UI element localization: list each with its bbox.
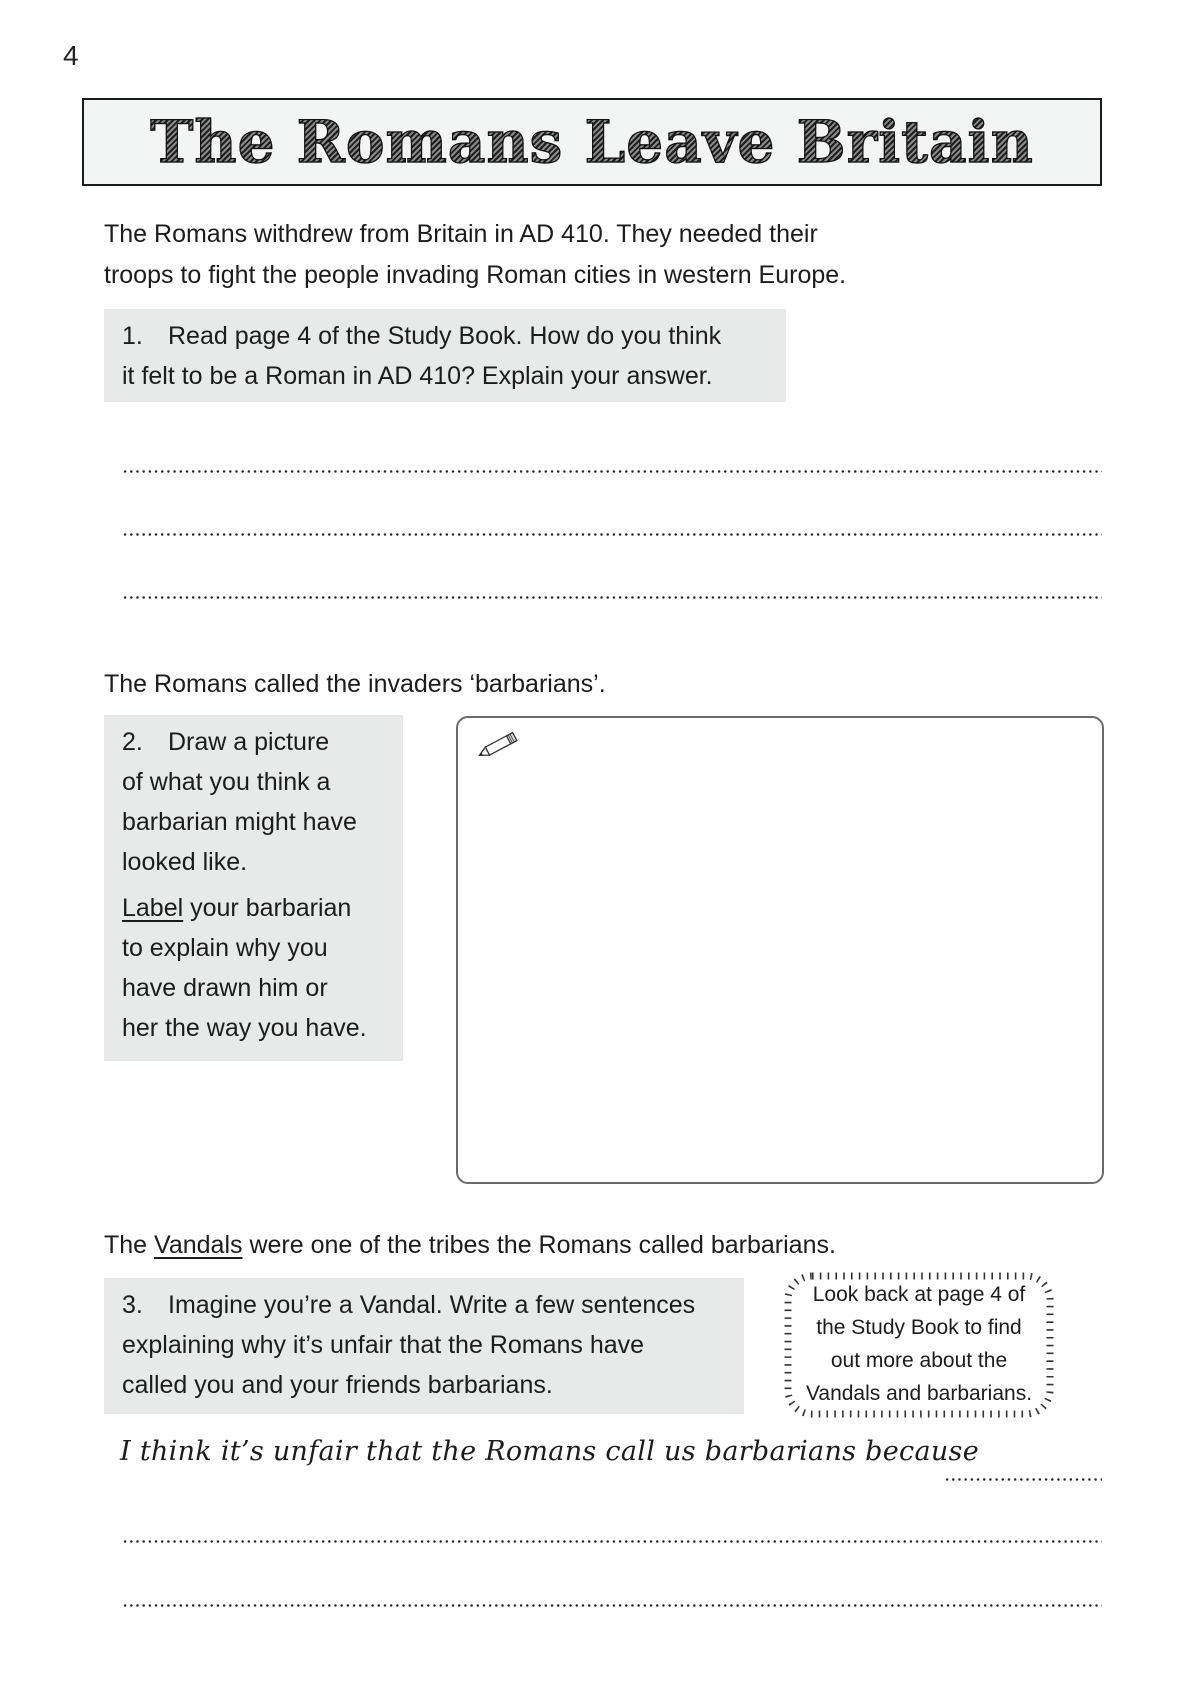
section-3-lead [104, 1225, 836, 1266]
answer-line-q1-2[interactable] [122, 533, 1102, 536]
answer-line-q1-3[interactable] [122, 596, 1102, 599]
question-2-line-1: Draw a picture [168, 728, 330, 756]
callout-line-3: out more about the [830, 1349, 1008, 1372]
question-3-line-1: Imagine you’re a Vandal. Write a few sentences [168, 1291, 696, 1319]
question-1-line-1: Read page 4 of the Study Book. How do you think [168, 322, 722, 350]
answer-line-q1-1[interactable] [122, 470, 1102, 473]
title-banner [82, 98, 1102, 186]
page-title: The Romans Leave Britain [150, 108, 1034, 176]
question-2-line-7: have drawn him or [122, 974, 328, 1002]
question-2-line-4: looked like. [122, 848, 248, 876]
answer-line-q3-3[interactable] [122, 1604, 1102, 1607]
question-2-box [104, 715, 403, 1061]
section-2-lead: The Romans called the invaders ‘barbarians’. [104, 670, 606, 698]
answer-line-q3-2[interactable] [122, 1540, 1102, 1543]
vandals-keyword: Vandals [154, 1231, 243, 1259]
question-2-line-6: to explain why you [122, 934, 328, 962]
callout-line-1: Look back at page 4 of [812, 1283, 1026, 1306]
page-number: 4 [63, 40, 79, 71]
intro-line-1: The Romans withdrew from Britain in AD 410. They needed their [104, 220, 818, 248]
study-book-callout [780, 1268, 1058, 1422]
drawing-area[interactable] [456, 716, 1104, 1184]
callout-line-2: the Study Book to find [816, 1316, 1022, 1339]
question-2-line-2: of what you think a [122, 768, 331, 796]
question-2-line-3: barbarian might have [122, 808, 357, 836]
question-1-line-2: it felt to be a Roman in AD 410? Explain your answer. [122, 362, 713, 390]
intro-line-2: troops to fight the people invading Roman cities in western Europe. [104, 261, 847, 289]
section-3-lead-end: were one of the tribes the Romans called barbarians. [242, 1231, 836, 1259]
section-3-lead-start: The [104, 1231, 155, 1259]
label-keyword: Label [122, 894, 184, 922]
question-3-line-2: explaining why it’s unfair that the Romans have [122, 1331, 645, 1359]
question-1-number: 1. [122, 322, 143, 350]
question-2-label-rest: your barbarian [183, 894, 352, 922]
question-2-line-8: her the way you have. [122, 1014, 367, 1042]
callout-line-4: Vandals and barbarians. [805, 1382, 1033, 1405]
question-3-number: 3. [122, 1291, 143, 1319]
question-1-box [104, 309, 786, 402]
intro-paragraph [104, 214, 846, 296]
question-2-number: 2. [122, 728, 143, 756]
answer-line-q3-1[interactable] [944, 1478, 1102, 1481]
question-3-line-3: called you and your friends barbarians. [122, 1371, 553, 1399]
sentence-starter: I think it’s unfair that the Romans call us barbarians because [120, 1436, 979, 1467]
pencil-icon [474, 730, 526, 760]
question-3-box [104, 1278, 744, 1414]
